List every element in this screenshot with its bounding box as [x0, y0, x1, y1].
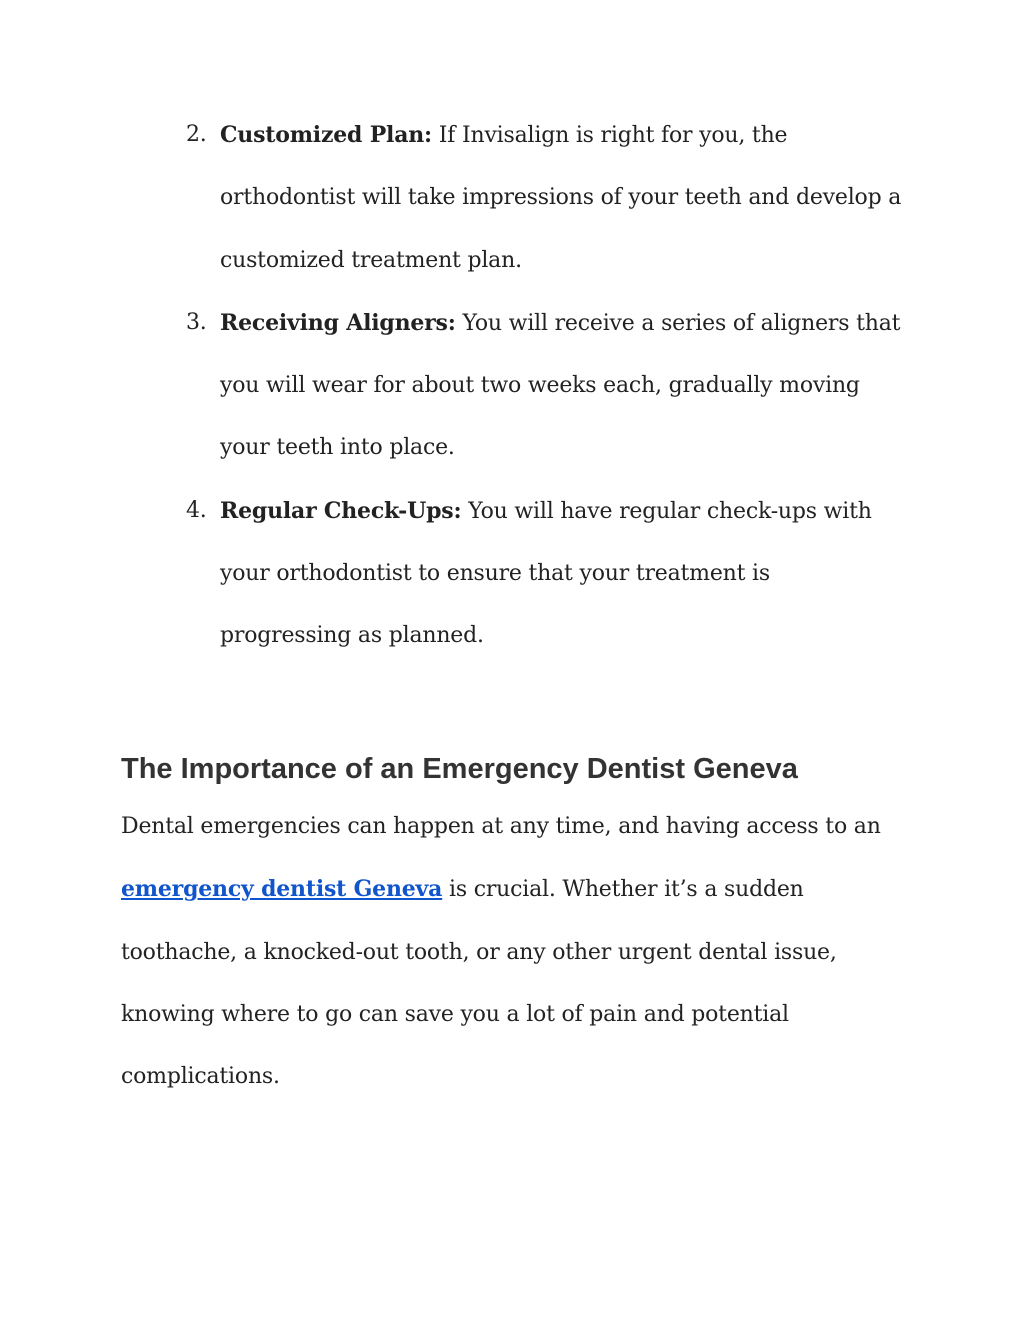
list-item-number: 3. — [186, 309, 207, 335]
list-item-number: 4. — [186, 497, 207, 523]
paragraph-text-before-link: Dental emergencies can happen at any time, and having access to an — [121, 814, 881, 839]
list-item-text: You will receive a series of aligners that you will wear for about two weeks each, gradually moving your teeth into place. — [220, 310, 901, 461]
list-item-title: Customized Plan: — [220, 122, 432, 148]
list-item-title: Regular Check-Ups: — [220, 497, 462, 524]
paragraph-text-after-link: is crucial. Whether it’s a sudden toothache, a knocked-out tooth, or any other urgent dental issue, knowing where to go can save you a lot of pain and potential complications. — [121, 877, 837, 1090]
list-item-title: Receiving Aligners: — [220, 309, 456, 336]
list-item-number: 2. — [186, 122, 207, 147]
emergency-dentist-link[interactable]: emergency dentist Geneva — [121, 876, 443, 903]
list-item-text: You will have regular check-ups with your orthodontist to ensure that your treatment is progressing as planned. — [220, 498, 872, 649]
list-item — [0, 292, 1024, 480]
list-item-text: If Invisalign is right for you, the orthodontist will take impressions of your teeth and develop a customized treatment plan. — [220, 123, 902, 273]
list-item — [0, 104, 1024, 292]
section-paragraph — [121, 796, 911, 1108]
numbered-list — [0, 104, 1024, 668]
list-item — [0, 480, 1024, 668]
section-heading: The Importance of an Emergency Dentist Geneva — [121, 753, 798, 785]
